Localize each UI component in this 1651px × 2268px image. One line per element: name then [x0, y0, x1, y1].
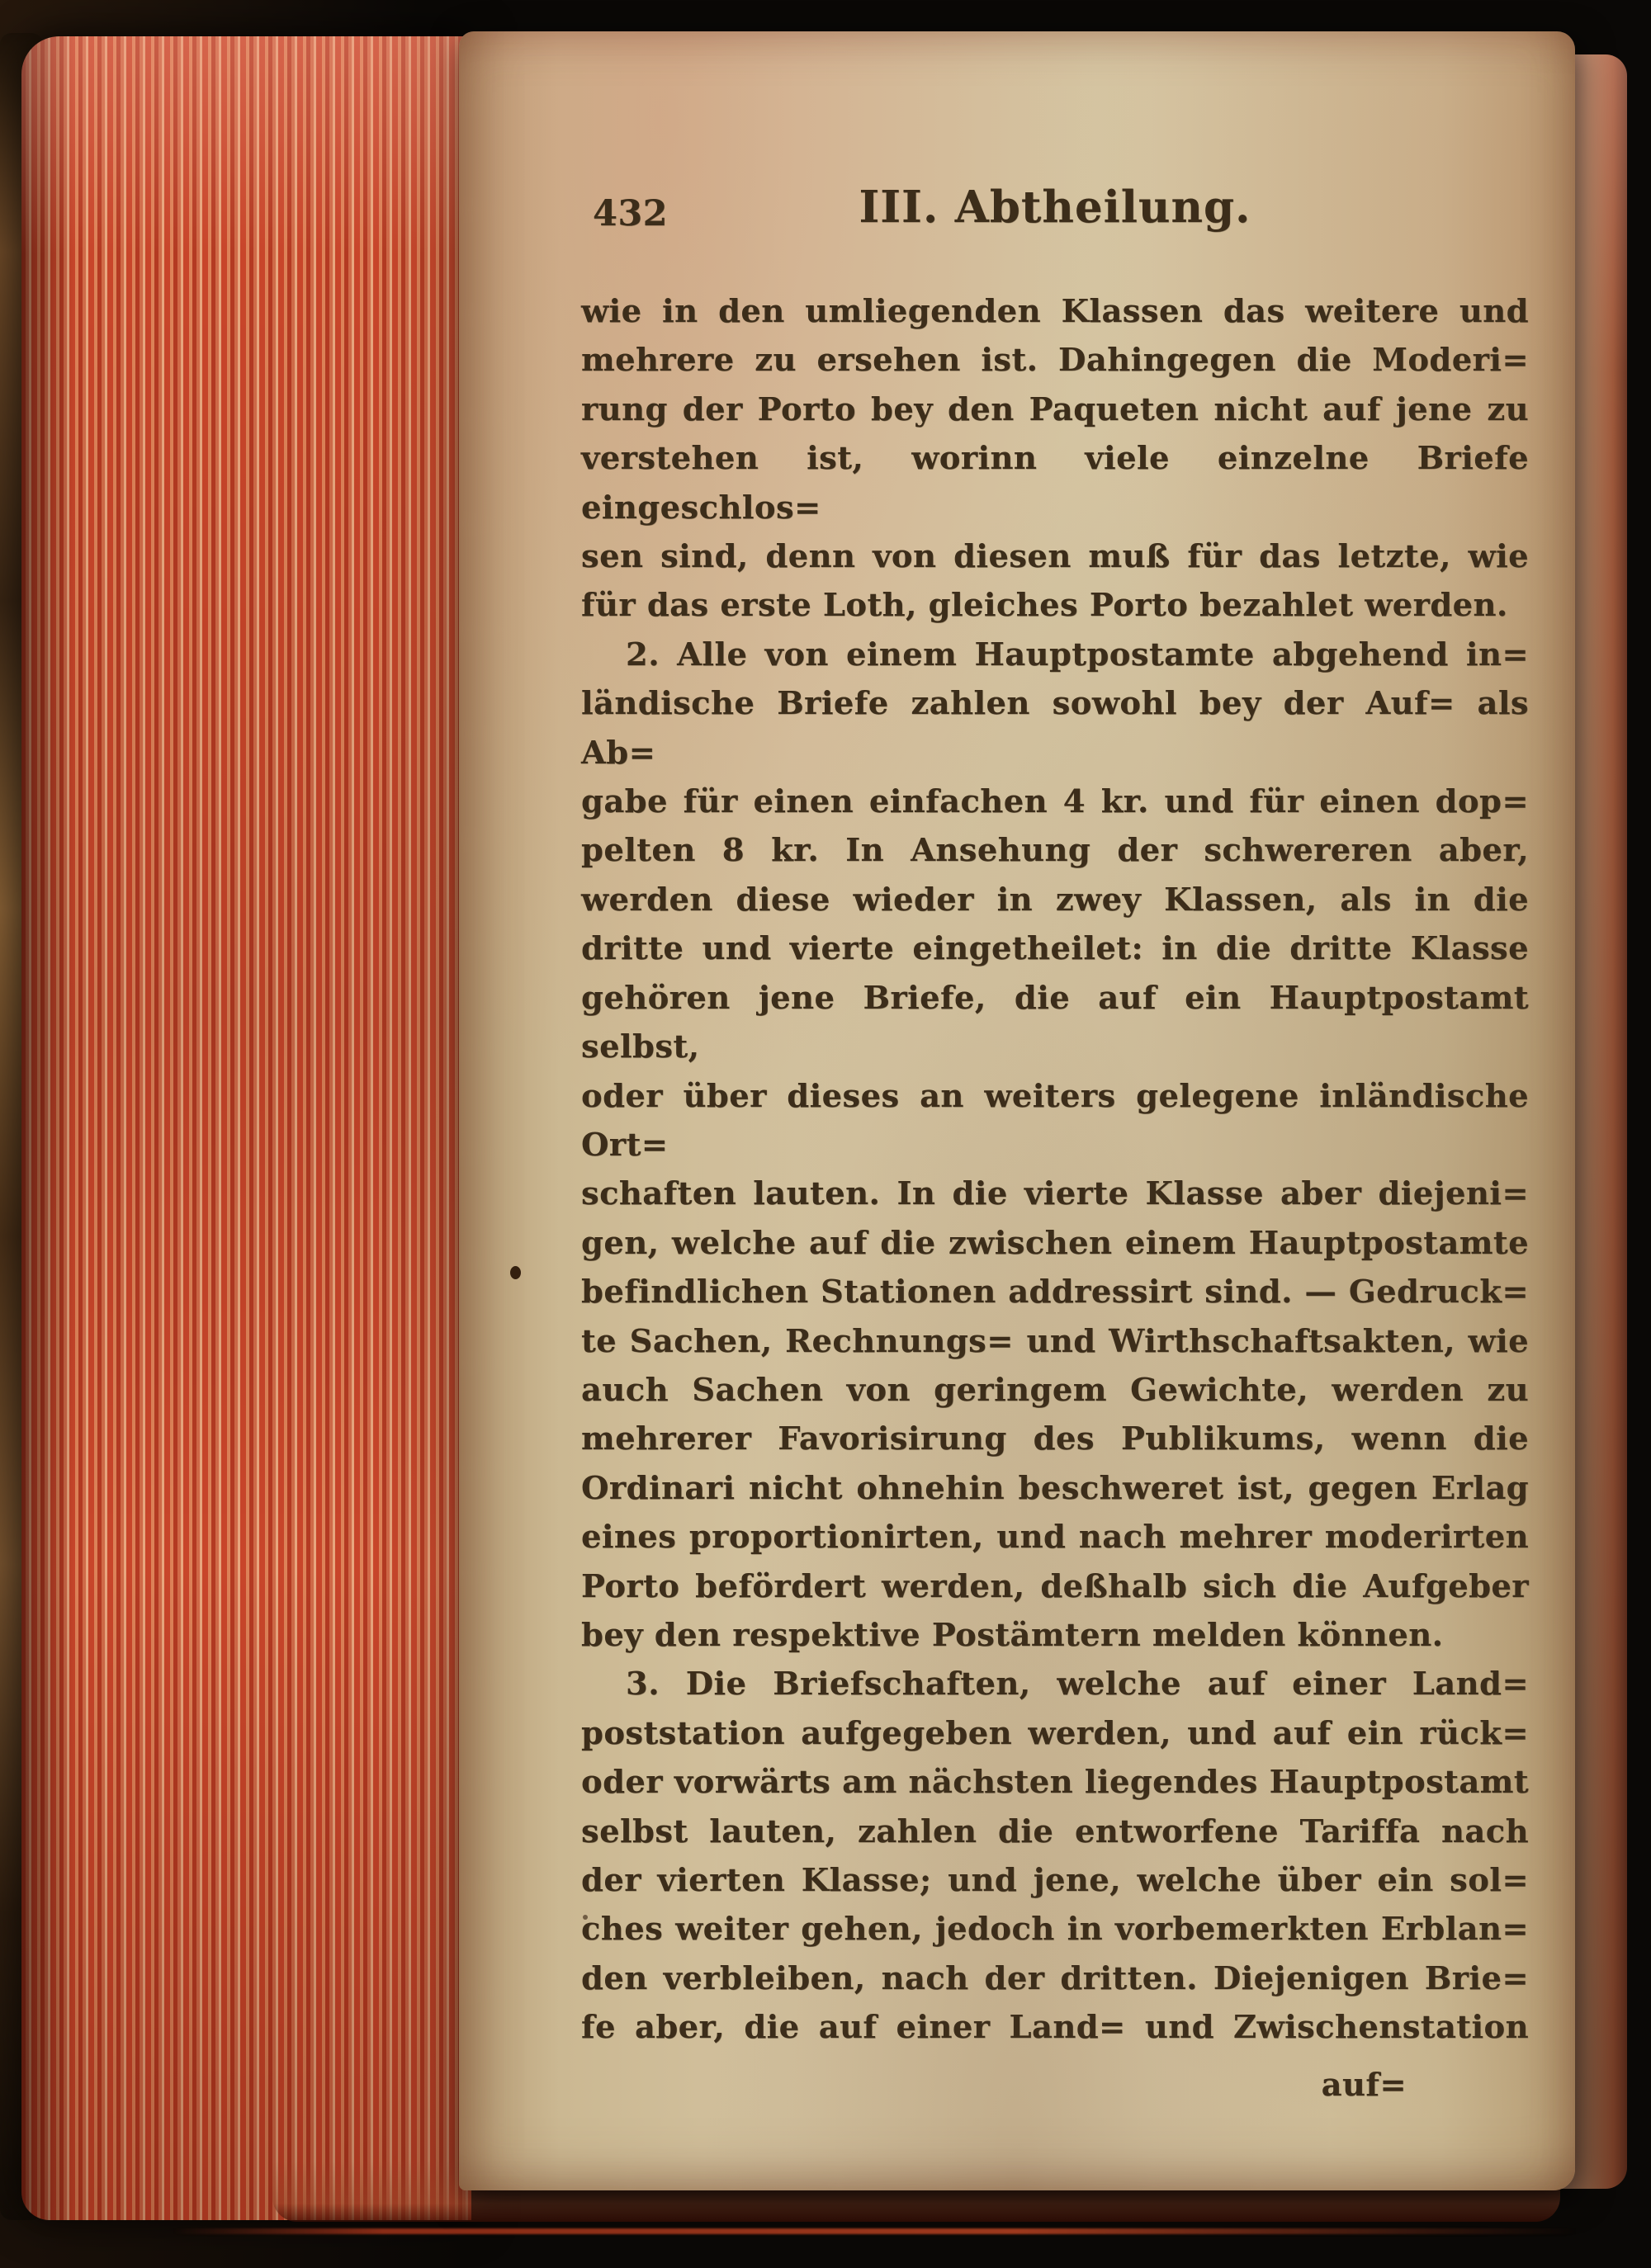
text-line: fe aber, die auf einer Land= und Zwischenstation: [581, 2009, 1529, 2047]
page-text: [581, 182, 1529, 2110]
text-line: gehören jene Briefe, die auf ein Hauptpostamt selbst,: [581, 979, 1529, 1066]
paper-speck: [510, 1266, 521, 1279]
text-line: selbst lauten, zahlen die entworfene Tariffa nach: [581, 1812, 1529, 1850]
text-line: sen sind, denn von diesen muß für das letzte, wie: [581, 538, 1529, 576]
text-line: 2. Alle von einem Hauptpostamte abgehend in=: [626, 636, 1529, 673]
text-line: mehrerer Favorisirung des Publikums, wenn die: [581, 1420, 1529, 1458]
page-header: [581, 182, 1529, 244]
text-line: bey den respektive Postämtern melden können.: [581, 1616, 1444, 1654]
text-line: befindlichen Stationen addressirt sind. — Gedruck=: [581, 1273, 1529, 1311]
text-line: auch Sachen von geringem Gewichte, werden zu: [581, 1371, 1529, 1409]
section-heading: III. Abtheilung.: [859, 182, 1251, 233]
text-line: oder über dieses an weiters gelegene inländische Ort=: [581, 1077, 1529, 1164]
cover-edge-line: [173, 2228, 1577, 2234]
text-line: eines proportionirten, und nach mehrer moderirten: [581, 1519, 1529, 1557]
text-line: poststation aufgegeben werden, und auf ein rück=: [581, 1714, 1529, 1752]
text-line: dritte und vierte eingetheilet: in die dritte Klasse: [581, 930, 1529, 968]
book-page: [459, 31, 1575, 2190]
text-line: rung der Porto bey den Paqueten nicht auf jene zu: [581, 390, 1529, 428]
text-line: 3. Die Briefschaften, welche auf einer Land=: [626, 1666, 1529, 1703]
page-number: 432: [593, 193, 668, 234]
text-line: ches weiter gehen, jedoch in vorbemerkten Erblan=: [581, 1911, 1529, 1949]
body-text: [581, 287, 1529, 2110]
text-line: pelten 8 kr. In Ansehung der schwereren aber,: [581, 832, 1529, 870]
text-line: gabe für einen einfachen 4 kr. und für einen dop=: [581, 783, 1529, 821]
text-line: Ordinari nicht ohnehin beschweret ist, gegen Erlag: [581, 1469, 1529, 1507]
page-edges-stack: [21, 36, 471, 2220]
text-line: oder vorwärts am nächsten liegendes Hauptpostamt: [581, 1764, 1529, 1802]
text-line: den verbleiben, nach der dritten. Diejenigen Brie=: [581, 1959, 1529, 1997]
paragraph: [581, 1660, 1529, 2052]
text-line: verstehen ist, worinn viele einzelne Briefe eingeschlos=: [581, 440, 1529, 527]
text-line: werden diese wieder in zwey Klassen, als in die: [581, 881, 1529, 919]
paragraph: [581, 287, 1529, 631]
text-line: der vierten Klasse; und jene, welche über ein sol=: [581, 1862, 1529, 1899]
text-line: gen, welche auf die zwischen einem Hauptpostamte: [581, 1224, 1529, 1262]
catchword: auf=: [1321, 2066, 1407, 2104]
text-line: für das erste Loth, gleiches Porto bezahlet werden.: [581, 587, 1508, 625]
text-line: ländische Briefe zahlen sowohl bey der Auf= als Ab=: [581, 685, 1529, 772]
text-line: mehrere zu ersehen ist. Dahingegen die Moderi=: [581, 342, 1529, 380]
paragraph: [581, 631, 1529, 1661]
text-line: wie in den umliegenden Klassen das weitere und: [581, 293, 1529, 330]
text-line: Porto befördert werden, deßhalb sich die Aufgeber: [581, 1567, 1529, 1605]
text-line: schaften lauten. In die vierte Klasse aber diejeni=: [581, 1175, 1529, 1213]
text-line: te Sachen, Rechnungs= und Wirthschaftsakten, wie: [581, 1322, 1529, 1360]
